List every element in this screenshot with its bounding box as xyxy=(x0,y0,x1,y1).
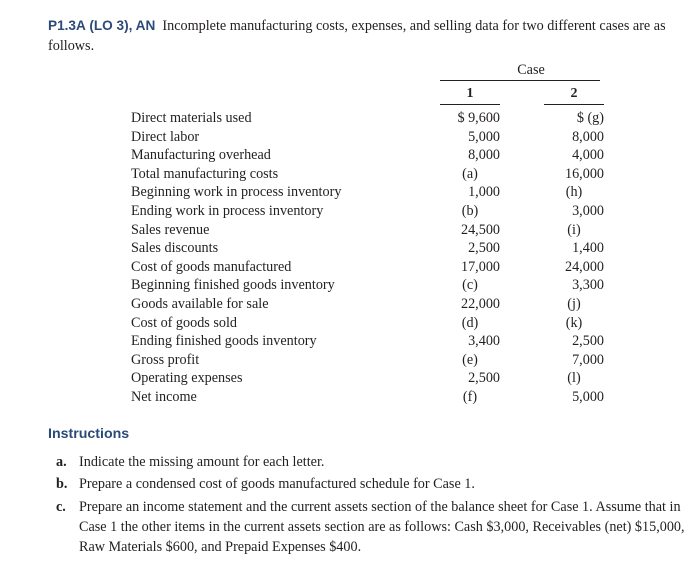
case-1-value: 17,000 xyxy=(460,258,500,275)
case-2-value: 4,000 xyxy=(572,147,604,164)
case-2-value: 5,000 xyxy=(572,388,604,405)
case-2-value: 1,400 xyxy=(572,240,604,257)
row-label: Cost of goods sold xyxy=(131,314,238,331)
problem-tag: (LO 3), AN xyxy=(89,18,156,33)
instruction-text: Indicate the missing amount for each letter. xyxy=(79,454,325,470)
instruction-letter: a. xyxy=(56,454,67,470)
case-group-heading: Case xyxy=(517,62,545,78)
case-2-value: (h) xyxy=(565,184,583,201)
case-2-value: (j) xyxy=(567,295,581,312)
instruction-text: Prepare a condensed cost of goods manufactured schedule for Case 1. xyxy=(79,476,475,492)
instruction-letter: b. xyxy=(56,476,68,492)
case-1-value: 8,000 xyxy=(468,147,500,164)
row-label: Total manufacturing costs xyxy=(131,165,279,182)
case-1-heading-rule xyxy=(440,104,500,105)
case-2-value: (k) xyxy=(565,314,583,331)
case-2-value: 16,000 xyxy=(564,165,604,182)
case-2-heading-rule xyxy=(544,104,604,105)
case-2-value: 2,500 xyxy=(572,333,604,350)
row-label: Cost of goods manufactured xyxy=(131,258,292,275)
case-1-value: (c) xyxy=(462,277,478,294)
case-2-value: 7,000 xyxy=(572,351,604,368)
problem-header xyxy=(48,16,688,56)
row-label: Sales discounts xyxy=(131,240,219,257)
case-2-heading: 2 xyxy=(570,86,578,101)
case-1-value: (e) xyxy=(462,351,478,368)
case-1-value: 5,000 xyxy=(468,128,500,145)
row-label: Beginning work in process inventory xyxy=(131,184,342,201)
row-label: Net income xyxy=(131,388,197,405)
case-2-value: (i) xyxy=(567,221,581,238)
row-label: Operating expenses xyxy=(131,370,243,387)
case-1-value: 2,500 xyxy=(468,240,500,257)
instruction-letter: c. xyxy=(56,499,66,515)
case-1-value: 1,000 xyxy=(468,184,500,201)
case-1-value: (a) xyxy=(462,165,478,182)
case-1-value: (f) xyxy=(462,388,478,405)
case-heading-rule xyxy=(440,80,600,81)
row-label: Manufacturing overhead xyxy=(131,147,271,164)
instruction-item xyxy=(48,452,688,472)
problem-id: P1.3A xyxy=(48,18,86,33)
instruction-text: Prepare an income statement and the current assets section of the balance sheet for Case 1. Assume that in Case 1 the other items in the current assets section are as follows: Cash $3,000, Receivables (net) $15,000, Raw Materials $600, and Prepaid Expenses $400. xyxy=(79,499,685,555)
case-2-value: 8,000 xyxy=(572,128,604,145)
row-label: Gross profit xyxy=(131,351,200,368)
row-label: Sales revenue xyxy=(131,221,210,238)
row-label: Ending work in process inventory xyxy=(131,202,324,219)
case-2-value: 24,000 xyxy=(564,258,604,275)
case-2-value: 3,000 xyxy=(572,202,604,219)
case-1-value: 2,500 xyxy=(468,370,500,387)
case-1-value: 22,000 xyxy=(460,295,500,312)
instruction-item xyxy=(48,474,688,494)
instructions-title: Instructions xyxy=(48,426,130,442)
row-label: Beginning finished goods inventory xyxy=(131,277,335,294)
row-label: Goods available for sale xyxy=(131,295,269,312)
case-1-value: (d) xyxy=(461,314,479,331)
problem-intro: Incomplete manufacturing costs, expenses, and selling data for two different cases are as follows. xyxy=(48,18,666,54)
case-2-value: $ (g) xyxy=(576,110,604,126)
case-1-value: 3,400 xyxy=(468,333,500,350)
row-label: Direct labor xyxy=(131,128,200,145)
row-label: Direct materials used xyxy=(131,110,252,126)
instruction-item xyxy=(48,497,688,557)
case-2-value: 3,300 xyxy=(572,277,604,294)
case-1-value: (b) xyxy=(461,202,479,219)
case-1-value: 24,500 xyxy=(460,221,500,238)
case-1-heading: 1 xyxy=(466,86,474,101)
case-1-value: $ 9,600 xyxy=(457,110,500,126)
case-2-value: (l) xyxy=(567,370,581,387)
row-label: Ending finished goods inventory xyxy=(131,333,317,350)
